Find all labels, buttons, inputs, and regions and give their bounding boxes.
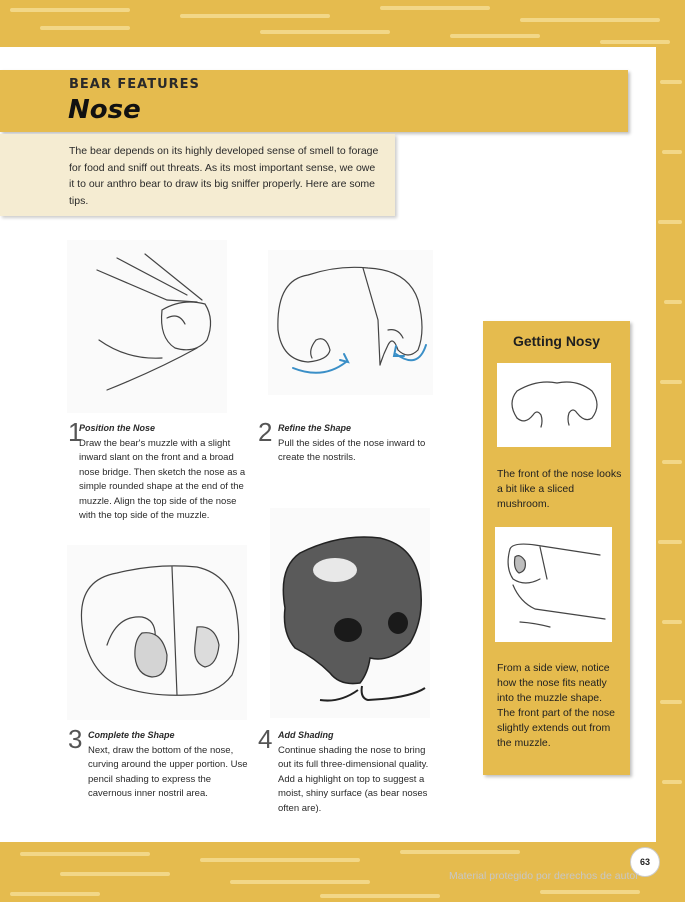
step-4 <box>258 724 440 816</box>
step-2-title: Refine the Shape <box>278 423 352 433</box>
step-3-text: Next, draw the bottom of the nose, curving around the upper portion. Use pencil shading to express the cavernous inner nostril area. <box>88 744 248 799</box>
step-1-text: Draw the bear's muzzle with a slight inward slant on the front and a broad nose bridge. Then sketch the nose as a simple rounded shape at the end of the muzzle. Align the top side of the nose with the top side of the muzzle. <box>79 437 246 521</box>
step-1-title: Position the Nose <box>79 423 156 433</box>
section-kicker: BEAR FEATURES <box>69 77 200 92</box>
sidebar-front-view-sketch <box>497 363 611 447</box>
intro-box <box>0 134 395 216</box>
step-4-text: Continue shading the nose to bring out its full three-dimensional quality. Add a highlight on top to suggest a moist, shiny surface (as bear noses often are). <box>278 744 429 814</box>
step-4-number: 4 <box>258 724 273 754</box>
sidebar-title: Getting Nosy <box>512 333 601 349</box>
step-2-sketch <box>268 250 433 395</box>
intro-text: The bear depends on its highly developed sense of smell to forage for food and sniff out threats. As its most important sense, we owe it to our anthro bear to draw its big sniffer properly. Here are some tips. <box>69 145 379 207</box>
step-4-shaded-nose <box>270 508 430 718</box>
page-title: Nose <box>68 95 141 125</box>
step-2-number: 2 <box>258 417 273 447</box>
step-3-number: 3 <box>68 724 83 754</box>
step-3-title: Complete the Shape <box>88 730 175 740</box>
step-1-sketch <box>67 240 227 413</box>
step-3-sketch <box>67 545 247 720</box>
sidebar-note-front: The front of the nose looks a bit like a sliced mushroom. <box>497 468 622 510</box>
sidebar-side-view-sketch <box>495 527 612 642</box>
sidebar-note-side: From a side view, notice how the nose fits neatly into the muzzle shape. The front part of the nose slightly extends out from the muzzle. <box>497 662 615 749</box>
sidebar-getting-nosy <box>483 321 630 775</box>
step-1-number: 1 <box>68 417 83 447</box>
step-3 <box>68 724 250 802</box>
page-number: 63 <box>630 847 660 877</box>
step-2-text: Pull the sides of the nose inward to create the nostrils. <box>278 437 426 463</box>
step-1 <box>68 417 250 524</box>
copyright-watermark: Material protegido por derechos de autor <box>449 870 639 882</box>
step-4-title: Add Shading <box>278 730 334 740</box>
step-2 <box>258 417 440 466</box>
